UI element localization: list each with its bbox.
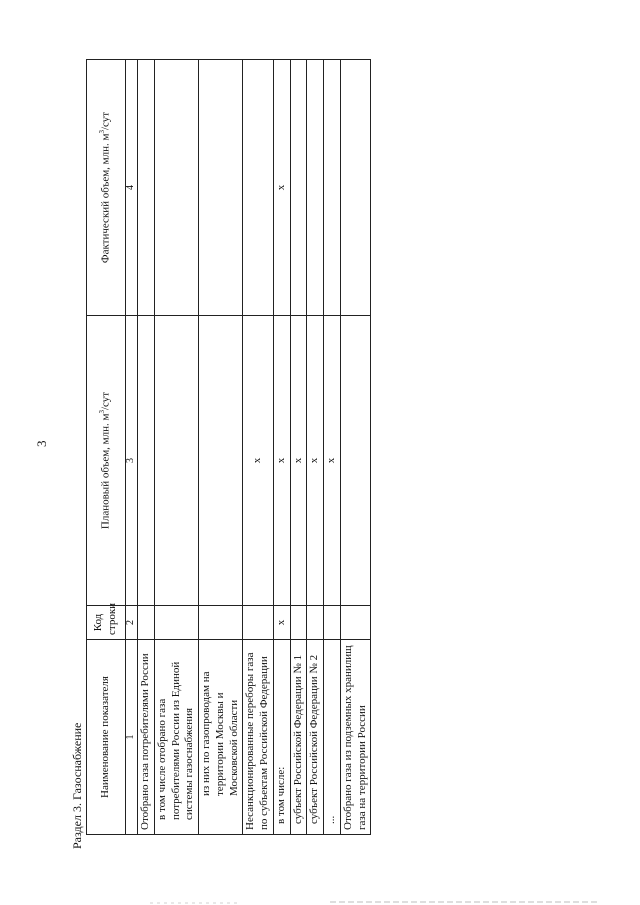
table-row — [273, 60, 290, 835]
row-name: в том числе отобрано газа потребителями России из Единой системы газоснабжения — [154, 640, 198, 835]
row-code — [199, 606, 243, 640]
row-code — [307, 606, 324, 640]
table-row — [154, 60, 198, 835]
header-code: Код строки — [87, 606, 126, 640]
row-actual — [243, 60, 274, 316]
column-number: 4 — [126, 60, 138, 316]
row-planned: x — [290, 316, 307, 606]
column-number: 1 — [126, 640, 138, 835]
row-planned — [154, 316, 198, 606]
row-name: из них по газопроводам на территории Москвы и Московской области — [199, 640, 243, 835]
row-code — [154, 606, 198, 640]
row-name: ... — [324, 640, 341, 835]
row-actual — [307, 60, 324, 316]
header-name: Наименование показателя — [87, 640, 126, 835]
header-planned: Плановый объем, млн. $м^3$/сут — [87, 316, 126, 606]
column-number: 2 — [126, 606, 138, 640]
table-row — [307, 60, 324, 835]
table-row — [243, 60, 274, 835]
row-name: Отобрано газа из подземных хранилищ газа на территории России — [340, 640, 371, 835]
row-planned: x — [307, 316, 324, 606]
table-row — [199, 60, 243, 835]
column-number: 3 — [126, 316, 138, 606]
row-planned — [199, 316, 243, 606]
column-number-row — [126, 60, 138, 835]
row-name: субъект Российской Федерации № 2 — [307, 640, 324, 835]
row-code — [138, 606, 155, 640]
page-number: 3 — [34, 440, 49, 447]
section-title: Раздел 3. Газоснабжение — [70, 722, 84, 849]
row-actual — [340, 60, 371, 316]
row-code — [243, 606, 274, 640]
table-row — [138, 60, 155, 835]
row-name: Несанкционированные переборы газа по субъектам Российской Федерации — [243, 640, 274, 835]
row-name: субъект Российской Федерации № 1 — [290, 640, 307, 835]
table-row — [340, 60, 371, 835]
row-planned: x — [273, 316, 290, 606]
row-code — [324, 606, 341, 640]
header-actual: Фактический объем, млн. $м^3$/сут — [87, 60, 126, 316]
row-actual: x — [273, 60, 290, 316]
row-actual — [199, 60, 243, 316]
row-actual — [324, 60, 341, 316]
row-actual — [154, 60, 198, 316]
row-code — [290, 606, 307, 640]
row-actual — [138, 60, 155, 316]
row-name: Отобрано газа потребителями России — [138, 640, 155, 835]
row-code: x — [273, 606, 290, 640]
row-planned — [340, 316, 371, 606]
row-code — [340, 606, 371, 640]
row-actual — [290, 60, 307, 316]
row-planned: x — [324, 316, 341, 606]
table-row — [324, 60, 341, 835]
table-row — [290, 60, 307, 835]
gas-supply-table — [86, 59, 371, 835]
row-planned: x — [243, 316, 274, 606]
header-row — [87, 60, 126, 835]
row-planned — [138, 316, 155, 606]
row-name: в том числе: — [273, 640, 290, 835]
